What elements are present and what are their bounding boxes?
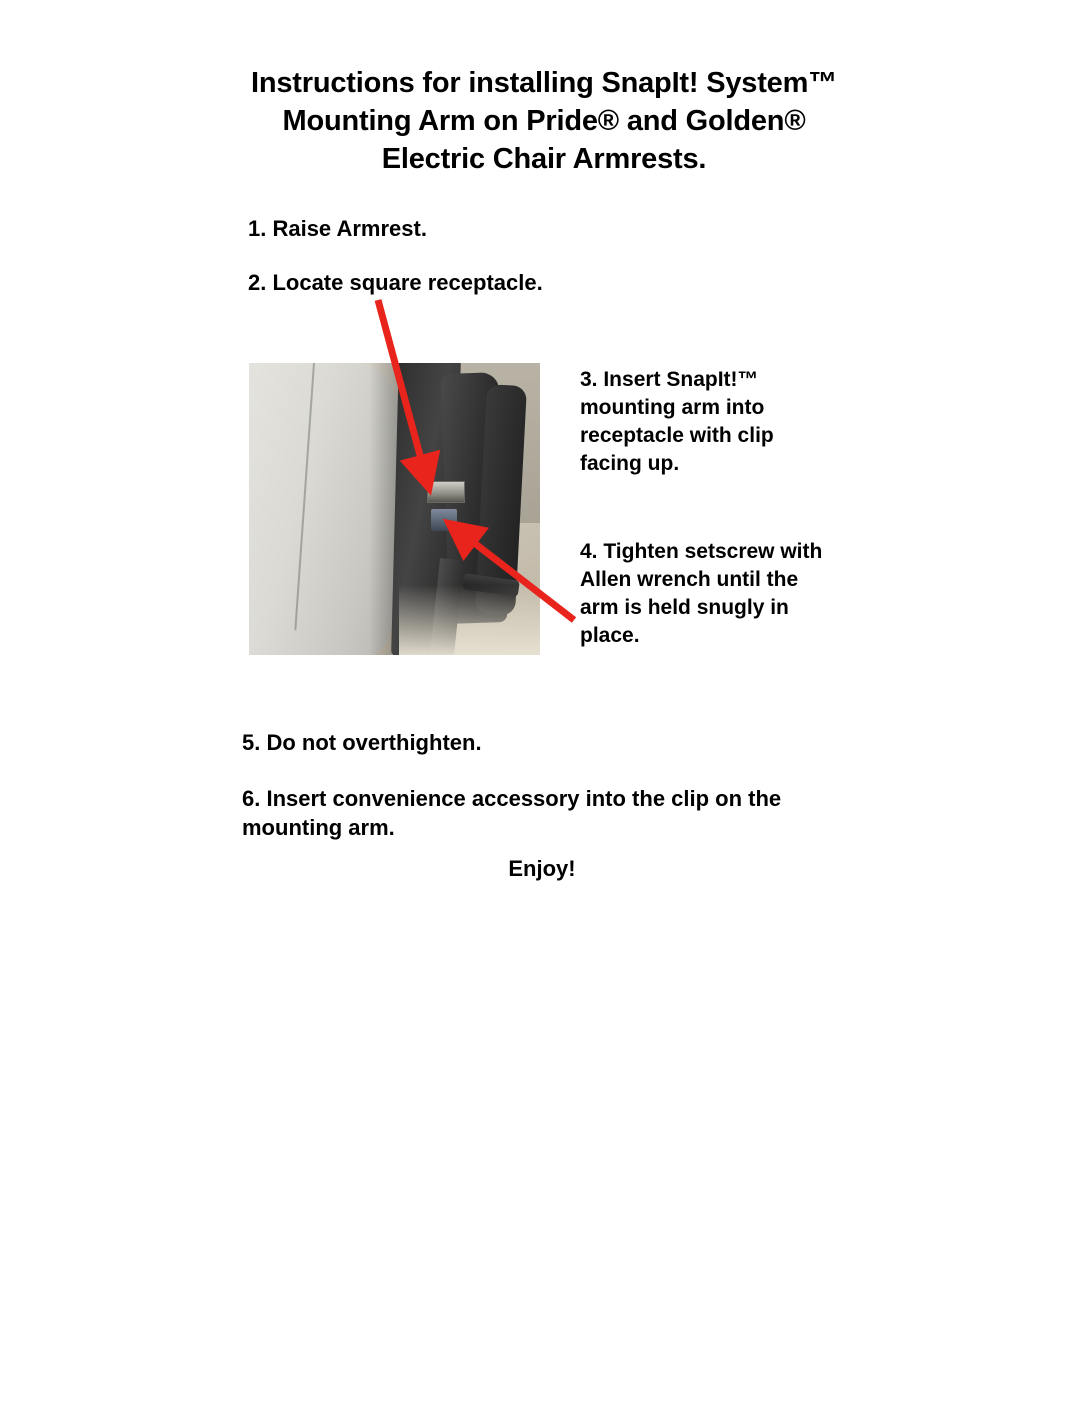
photo-square-receptacle (427, 481, 465, 503)
photo-setscrew-area (431, 509, 457, 531)
photo-floor-highlight (399, 585, 540, 655)
title-line-3: Electric Chair Armrests. (381, 143, 707, 175)
armrest-receptacle-photo (249, 363, 540, 655)
closing-text: Enjoy! (508, 856, 576, 881)
instruction-step-1: 1. Raise Armrest. (248, 216, 427, 241)
instruction-step-3: 3. Insert SnapIt!™ mounting arm into receptacle with clip facing up. (580, 368, 774, 475)
title-line-2: Mounting Arm on Pride® and Golden® (282, 105, 806, 137)
instruction-step-6: 6. Insert convenience accessory into the clip on the mounting arm. (242, 786, 782, 840)
instruction-step-4: 4. Tighten setscrew with Allen wrench until the arm is held snugly in place. (580, 540, 823, 647)
instruction-step-5: 5. Do not overthighten. (242, 730, 482, 755)
page-title (0, 64, 1088, 178)
instruction-step-2: 2. Locate square receptacle. (248, 270, 543, 295)
title-line-1: Instructions for installing SnapIt! System™ (251, 67, 837, 99)
